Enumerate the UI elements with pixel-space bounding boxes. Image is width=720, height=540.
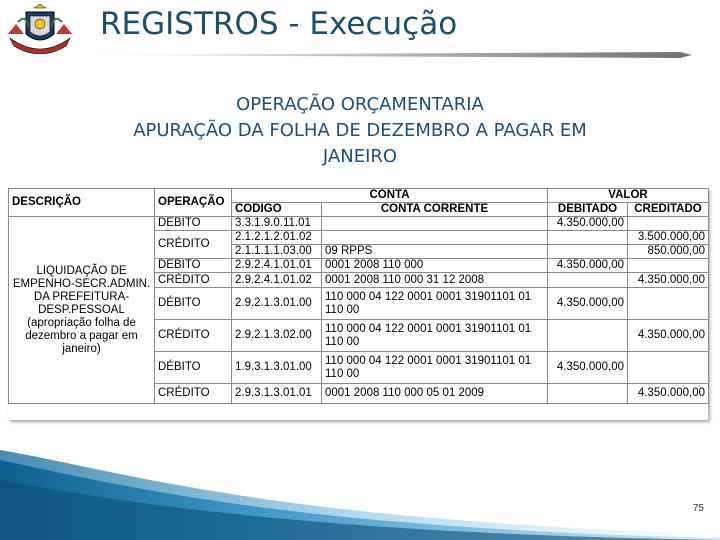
debitado-cell: 4.350.000,00: [548, 259, 628, 273]
decorative-wave-footer: [0, 450, 720, 540]
conta-corrente-cell: 0001 2008 110 000 05 01 2009: [322, 384, 548, 404]
title-underline: [80, 52, 692, 58]
codigo-cell: 2.9.2.1.3.01.00: [232, 288, 322, 320]
debitado-cell: 4.350.000,00: [548, 288, 628, 320]
header-conta-corrente: CONTA CORRENTE: [322, 203, 548, 217]
conta-corrente-cell: 0001 2008 110 000 31 12 2008: [322, 273, 548, 288]
creditado-cell: [628, 259, 709, 273]
debitado-cell: [548, 320, 628, 352]
creditado-cell: [628, 288, 709, 320]
operacao-cell: DÉBITO: [155, 288, 232, 320]
debitado-cell: [548, 245, 628, 259]
conta-corrente-cell: 110 000 04 122 0001 0001 31901101 01 110 00: [322, 320, 548, 352]
conta-corrente-cell: [322, 217, 548, 231]
codigo-cell: 2.1.1.1.1.03.00: [232, 245, 322, 259]
operacao-cell: DÉBITO: [155, 259, 232, 273]
operacao-cell: CRÉDITO: [155, 320, 232, 352]
debitado-cell: 4.350.000,00: [548, 352, 628, 384]
header-conta: CONTA: [232, 189, 548, 203]
conta-corrente-cell: [322, 231, 548, 245]
operacao-cell: CRÉDITO: [155, 231, 232, 259]
codigo-cell: 3.3.1.9.0.11.01: [232, 217, 322, 231]
operacao-cell: CRÉDITO: [155, 384, 232, 404]
codigo-cell: 2.9.2.1.3.02.00: [232, 320, 322, 352]
header-valor: VALOR: [548, 189, 709, 203]
creditado-cell: 850.000,00: [628, 245, 709, 259]
subtitle-line-1: OPERAÇÃO ORÇAMENTARIA: [236, 94, 484, 115]
codigo-cell: 2.9.2.4.1.01.02: [232, 273, 322, 288]
operacao-cell: CRÉDITO: [155, 273, 232, 288]
subtitle-line-2: APURAÇÃO DA FOLHA DE DEZEMBRO A PAGAR EM: [133, 120, 587, 141]
slide-subtitle: [0, 92, 720, 170]
header-operacao: OPERAÇÃO: [155, 189, 232, 217]
operacao-cell: DÉBITO: [155, 352, 232, 384]
codigo-cell: 2.1.2.1.2.01.02: [232, 231, 322, 245]
accounting-entries-table-container: [8, 188, 708, 420]
creditado-cell: [628, 352, 709, 384]
slide-title: REGISTROS - Execução: [100, 6, 458, 42]
conta-corrente-cell: 110 000 04 122 0001 0001 31901101 01 110 00: [322, 288, 548, 320]
codigo-cell: 2.9.2.4.1.01.01: [232, 259, 322, 273]
debitado-cell: [548, 273, 628, 288]
creditado-cell: [628, 217, 709, 231]
entry-description: LIQUIDAÇÃO DE EMPENHO-SECR.ADMIN. DA PREFEITURA-DESP.PESSOAL (apropriação folha de dezembro a pagar em janeiro): [9, 217, 155, 404]
debitado-cell: [548, 231, 628, 245]
codigo-cell: 1.9.3.1.3.01.00: [232, 352, 322, 384]
creditado-cell: 3.500.000,00: [628, 231, 709, 245]
creditado-cell: 4.350.000,00: [628, 384, 709, 404]
page-number: 75: [692, 503, 704, 514]
conta-corrente-cell: 110 000 04 122 0001 0001 31901101 01 110 00: [322, 352, 548, 384]
codigo-cell: 2.9.3.1.3.01.01: [232, 384, 322, 404]
conta-corrente-cell: 0001 2008 110 000: [322, 259, 548, 273]
debitado-cell: [548, 384, 628, 404]
creditado-cell: 4.350.000,00: [628, 273, 709, 288]
header-creditado: CREDITADO: [628, 203, 709, 217]
header-codigo: CÓDIGO: [232, 203, 322, 217]
accounting-entries-table: [8, 188, 709, 404]
header-descricao: DESCRIÇÃO: [9, 189, 155, 217]
subtitle-line-3: JANEIRO: [322, 146, 398, 167]
table-row: [9, 217, 709, 231]
creditado-cell: 4.350.000,00: [628, 320, 709, 352]
conta-corrente-cell: 09 RPPS: [322, 245, 548, 259]
debitado-cell: 4.350.000,00: [548, 217, 628, 231]
operacao-cell: DÉBITO: [155, 217, 232, 231]
header-debitado: DEBITADO: [548, 203, 628, 217]
coat-of-arms-logo: [6, 4, 74, 54]
